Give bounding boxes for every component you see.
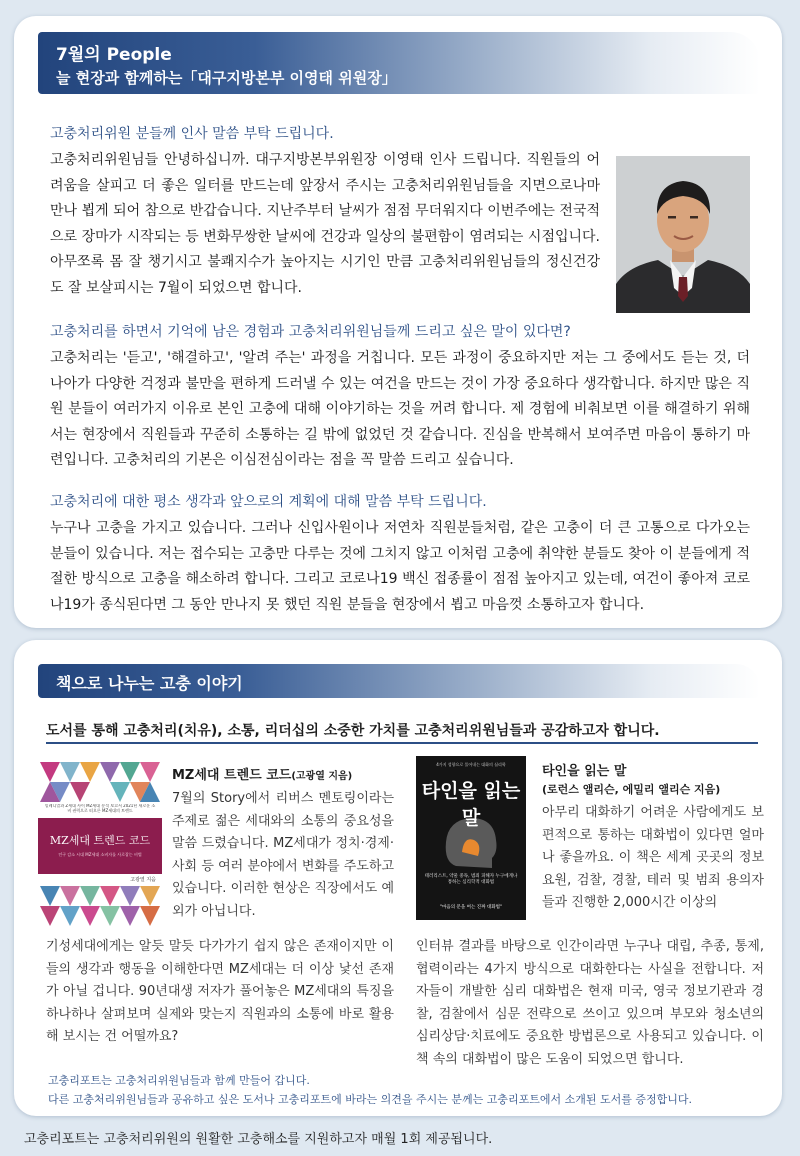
book2-cover <box>416 756 526 920</box>
people-title: 7월의 People <box>56 45 172 65</box>
book2-cover-top: 4가지 성향으로 풀어내는 대화의 심리학 <box>436 762 506 767</box>
book1-cover-sub: 인구 감소 시대 MZ세대 소비자를 사로잡는 비법 <box>58 852 142 857</box>
answer-1: 고충처리위원님들 안녕하십니까. 대구지방본부위원장 이영태 인사 드립니다. 직원들의 어려움을 살피고 더 좋은 일터를 만드는데 앞장서 주시는 고충처리위원님들을 지면으로나마 만나 뵙게 되어 참으로 반갑습니다. 지난주부터 날씨가 점점 무더워지다 이번주에는 전국적으로 장마가 시작되는 등 변화무쌍한 날씨에 건강과 일상의 불편함이 염려되는 시점입니다. 아무쪼록 몸 잘 챙기시고 불쾌지수가 높아지는 시기인 만큼 고충처리위원님들의 정신건강도 잘 보살피시는 7월이 되었으면 합니다. <box>50 152 600 296</box>
people-subtitle: 늘 현장과 함께하는「대구지방본부 이영태 위원장」 <box>56 69 397 87</box>
answer-3: 누구나 고충을 가지고 있습니다. 그러나 신입사원이나 저연차 직원분들처럼, 같은 고충이 더 큰 고통으로 다가오는 분들이 있습니다. 저는 접수되는 고충만 다루는 것에 그치지 않고 이처럼 고충에 취약한 분들도 찾아 이 분들에게 적절한 방식으로 고충을 해소하려 합니다. 그리고 코로나19 백신 접종률이 점점 높아지고 있는데, 여건이 좋아져 코로나19가 종식된다면 그 동안 만나지 못 했던 직원 분들을 현장에서 뵙고 마음껏 소통하고자 합니다. <box>50 520 750 613</box>
book2-text-side: 아무리 대화하기 어려운 사람에게도 보편적으로 통하는 대화법이 있다면 얼마나 좋을까요. 이 책은 세계 곳곳의 정보요원, 검찰, 경찰, 테러 및 범죄 용의자들과 진행한 2,000시간 이상의 <box>542 805 764 911</box>
portrait-photo <box>616 156 750 313</box>
question-2: 고충처리를 하면서 기억에 남은 경험과 고충처리위원님들께 드리고 싶은 말이 있다면? <box>50 324 571 340</box>
books-title: 책으로 나누는 고충 이야기 <box>56 674 243 693</box>
footnote-1: 고충리포트는 고충처리위원님들과 함께 만들어 갑니다. <box>48 1074 310 1087</box>
book2-cover-desc: 테러리스트, 약물 중독, 범죄 피해자 누구에게나 통하는 심리학적 대화법 <box>424 874 518 885</box>
people-section <box>14 16 782 628</box>
book2-text-below: 인터뷰 결과를 바탕으로 인간이라면 누구나 대립, 추종, 통제, 협력이라는 4가지 방식으로 대화한다는 사실을 전합니다. 저자들이 개발한 심리 대화법은 현재 미국, 영국 정보기관과 경찰, 검찰에서 심문 전략으로 쓰이고 있으며 부모와 청소년의 심리상담·치료에도 중요한 방법론으로 사용되고 있습니다. 이 책 속의 대화법이 많은 도움이 되었으면 합니다. <box>416 939 764 1067</box>
portrait-illustration <box>616 156 750 313</box>
book2-title: 타인을 읽는 말 <box>542 764 627 779</box>
book1-cover-top: 밀레니얼과 Z세대 사이 MZ세대 분석 보고서 2021년 새로운 소비 권력으로 떠오른 MZ세대의 트렌드 <box>44 804 156 813</box>
lead-divider <box>46 742 758 744</box>
book1-cover-author: 고광열 지음 <box>130 877 156 883</box>
book2-cover-quote: "마음의 문을 여는 진짜 대화법" <box>439 905 503 910</box>
question-1: 고충처리위원 분들께 인사 말씀 부탁 드립니다. <box>50 126 334 142</box>
books-section <box>14 640 782 1116</box>
books-lead: 도서를 통해 고충처리(치유), 소통, 리더십의 소중한 가치를 고충처리위원님들과 공감하고자 합니다. <box>46 723 660 739</box>
footnote-2: 다른 고충처리위원님들과 공유하고 싶은 도서나 고충리포트에 바라는 의견을 주시는 분께는 고충리포트에서 소개된 도서를 증정합니다. <box>48 1093 693 1106</box>
question-3: 고충처리에 대한 평소 생각과 앞으로의 계획에 대해 말씀 부탁 드립니다. <box>50 494 487 510</box>
book2-author: (로런스 앨리슨, 에밀리 앨리슨 지음) <box>542 783 721 796</box>
books-banner <box>38 664 760 698</box>
book1-cover-title: MZ세대 트렌드 코드 <box>49 834 151 847</box>
book1-text-side: 7월의 Story에서 리버스 멘토링이라는 주제로 젊은 세대와의 소통의 중요성을 말씀 드렸습니다. MZ세대가 정치·경제·사회 등 여러 분야에서 변화를 주도하고 있습니다. 이러한 현상은 직장에서도 예외가 아닙니다. <box>172 791 394 919</box>
book1-title <box>172 764 352 783</box>
book1-title-text: MZ세대 트렌드 코드 <box>172 768 292 783</box>
people-banner <box>38 32 760 94</box>
answer-2: 고충처리는 '듣고', '해결하고', '알려 주는' 과정을 거칩니다. 모든 과정이 중요하지만 저는 그 중에서도 듣는 것, 더 나아가 다양한 걱정과 불만을 편하게 드러낼 수 있는 여건을 만드는 것이 가장 중요하다 생각합니다. 하지만 많은 직원 분들이 여러가지 이유로 본인 고충에 대해 이야기하는 것을 꺼려 합니다. 제 경험에 비춰보면 이를 해결하기 위해서는 현장에서 직원들과 꾸준히 소통하는 길 밖에 없었던 것 같습니다. 진심을 반복해서 보여주면 마음이 통하기 마련입니다. 고충처리의 기본은 이심전심이라는 점을 꼭 말씀 드리고 싶습니다. <box>50 350 750 469</box>
book1-cover <box>38 760 162 930</box>
bottom-notice: 고충리포트는 고충처리위원의 원활한 고충해소를 지원하고자 매월 1회 제공됩니다. <box>24 1132 493 1147</box>
book2-cover-title: 타인을 읽는 말 <box>421 780 521 829</box>
book1-author: (고광열 지음) <box>291 771 353 782</box>
book1-text-below: 기성세대에게는 알듯 말듯 다가가기 쉽지 않은 존재이지만 이들의 생각과 행동을 이해한다면 MZ세대는 더 이상 낯선 존재가 아닐 겁니다. 90년대생 저자가 풀어놓은 MZ세대의 특징을 하나하나 살펴보며 실제와 맞는지 직원과의 소통에 바로 활용해 보시는 건 어떨까요? <box>46 939 394 1045</box>
